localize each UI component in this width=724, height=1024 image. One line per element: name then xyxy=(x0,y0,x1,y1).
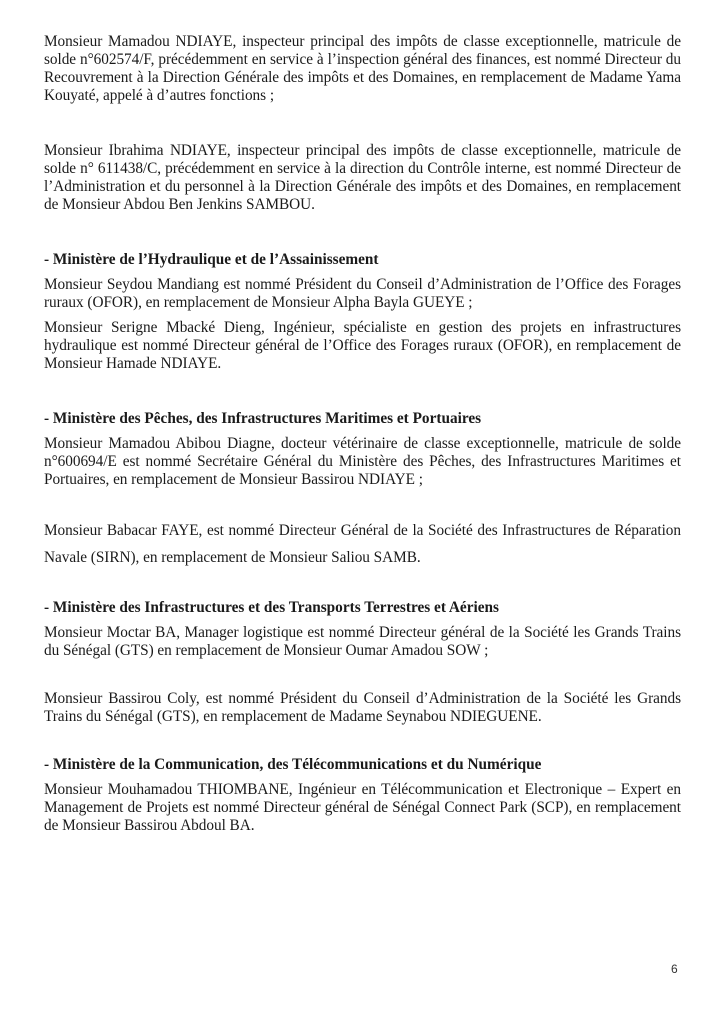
appointment-paragraph-coly: Monsieur Bassirou Coly, est nommé Président du Conseil d’Administration de la Société les Grands Trains du Sénégal (GTS), en remplacement de Madame Seynabou NDIEGUENE. xyxy=(44,690,681,725)
section-heading-communication: - Ministère de la Communication, des Télécommunications et du Numérique xyxy=(44,756,542,773)
appointment-paragraph-ba-moctar: Monsieur Moctar BA, Manager logistique est nommé Directeur général de la Société les Grands Trains du Sénégal (GTS) en remplacement de Monsieur Oumar Amadou SOW ; xyxy=(44,624,681,659)
page-number: 6 xyxy=(671,962,678,976)
section-heading-peches: - Ministère des Pêches, des Infrastructures Maritimes et Portuaires xyxy=(44,410,482,427)
appointment-paragraph-ndiaye-ibrahima: Monsieur Ibrahima NDIAYE, inspecteur principal des impôts de classe exceptionnelle, matricule de solde n° 611438/C, précédemment en service à la direction du Contrôle interne, est nommé Directeur de l’Administration et du personnel à la Direction Générale des impôts et des Domaines, en remplacement de Monsieur Abdou Ben Jenkins SAMBOU. xyxy=(44,142,681,213)
section-heading-hydraulique: - Ministère de l’Hydraulique et de l’Assainissement xyxy=(44,251,379,268)
appointment-paragraph-diagne: Monsieur Mamadou Abibou Diagne, docteur vétérinaire de classe exceptionnelle, matricule de solde n°600694/E est nommé Secrétaire Général du Ministère des Pêches, des Infrastructures Maritimes et Portuaires, en remplacement de Monsieur Bassirou NDIAYE ; xyxy=(44,435,681,488)
appointment-paragraph-mandiang: Monsieur Seydou Mandiang est nommé Président du Conseil d’Administration de l’Office des Forages ruraux (OFOR), en remplacement de Monsieur Alpha Bayla GUEYE ; xyxy=(44,276,681,311)
section-heading-infrastructures-transports: - Ministère des Infrastructures et des Transports Terrestres et Aériens xyxy=(44,599,500,616)
appointment-paragraph-ndiaye-mamadou: Monsieur Mamadou NDIAYE, inspecteur principal des impôts de classe exceptionnelle, matricule de solde n°602574/F, précédemment en service à l’inspection général des finances, est nommé Directeur du Recouvrement à la Direction Générale des impôts et des Domaines, en remplacement de Madame Yama Kouyaté, appelé à d’autres fonctions ; xyxy=(44,33,681,104)
document-page xyxy=(44,33,681,835)
appointment-paragraph-dieng: Monsieur Serigne Mbacké Dieng, Ingénieur, spécialiste en gestion des projets en infrastructures hydraulique est nommé Directeur général de l’Office des Forages ruraux (OFOR), en remplacement de Monsieur Hamade NDIAYE. xyxy=(44,319,681,372)
appointment-paragraph-thiombane: Monsieur Mouhamadou THIOMBANE, Ingénieur en Télécommunication et Electronique – Expert en Management de Projets est nommé Directeur général de Sénégal Connect Park (SCP), en remplacement de Monsieur Bassirou Abdoul BA. xyxy=(44,781,681,834)
appointment-paragraph-faye: Monsieur Babacar FAYE, est nommé Directeur Général de la Société des Infrastructures de Réparation Navale (SIRN), en remplacement de Monsieur Saliou SAMB. xyxy=(44,522,681,566)
